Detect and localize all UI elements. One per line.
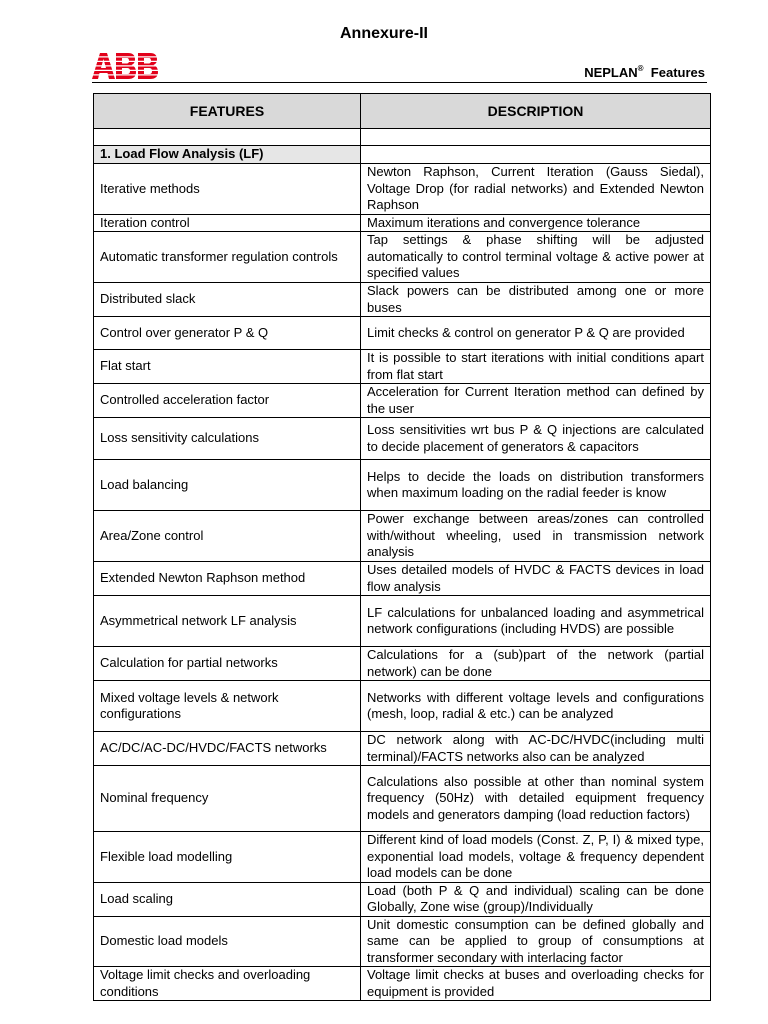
spacer-row bbox=[94, 129, 711, 146]
table-row bbox=[94, 460, 711, 511]
description-cell: Networks with different voltage levels and configurations (mesh, loop, radial & etc.) can be analyzed bbox=[361, 681, 711, 732]
feature-cell: Flat start bbox=[94, 350, 361, 384]
table-row bbox=[94, 164, 711, 215]
table-row bbox=[94, 916, 711, 967]
feature-cell: Loss sensitivity calculations bbox=[94, 418, 361, 460]
column-header-features: FEATURES bbox=[94, 94, 361, 129]
table-row bbox=[94, 647, 711, 681]
registered-mark: ® bbox=[637, 64, 644, 73]
feature-cell: Extended Newton Raphson method bbox=[94, 562, 361, 596]
section-title: 1. Load Flow Analysis (LF) bbox=[94, 146, 361, 164]
description-cell: Limit checks & control on generator P & Q are provided bbox=[361, 317, 711, 350]
feature-cell: Nominal frequency bbox=[94, 766, 361, 832]
description-cell: Acceleration for Current Iteration method can defined by the user bbox=[361, 384, 711, 418]
description-cell: Different kind of load models (Const. Z, P, I) & mixed type, exponential load models, voltage & frequency dependent load models can be done bbox=[361, 832, 711, 883]
description-cell: Helps to decide the loads on distribution transformers when maximum loading on the radial feeder is know bbox=[361, 460, 711, 511]
table-row bbox=[94, 681, 711, 732]
description-cell: Calculations also possible at other than nominal system frequency (50Hz) with detailed equipment frequency models and generators damping (load reduction factors) bbox=[361, 766, 711, 832]
description-cell: Loss sensitivities wrt bus P & Q injections are calculated to decide placement of generators & capacitors bbox=[361, 418, 711, 460]
feature-cell: Calculation for partial networks bbox=[94, 647, 361, 681]
description-cell: DC network along with AC-DC/HVDC(including multi terminal)/FACTS networks also can be analyzed bbox=[361, 732, 711, 766]
table-row bbox=[94, 214, 711, 232]
spacer-cell bbox=[94, 129, 361, 146]
feature-cell: Asymmetrical network LF analysis bbox=[94, 596, 361, 647]
header-rule bbox=[92, 82, 707, 83]
description-cell: Voltage limit checks at buses and overloading checks for equipment is provided bbox=[361, 967, 711, 1001]
description-cell: LF calculations for unbalanced loading and asymmetrical network configurations (including HVDS) are possible bbox=[361, 596, 711, 647]
document-subtitle bbox=[584, 64, 705, 80]
table-row bbox=[94, 596, 711, 647]
description-cell: Maximum iterations and convergence tolerance bbox=[361, 214, 711, 232]
feature-cell: Control over generator P & Q bbox=[94, 317, 361, 350]
feature-cell: Voltage limit checks and overloading conditions bbox=[94, 967, 361, 1001]
feature-cell: AC/DC/AC-DC/HVDC/FACTS networks bbox=[94, 732, 361, 766]
table-header-row bbox=[94, 94, 711, 129]
section-row bbox=[94, 146, 711, 164]
abb-logo bbox=[92, 53, 158, 79]
product-name: NEPLAN bbox=[584, 65, 638, 80]
feature-cell: Distributed slack bbox=[94, 283, 361, 317]
features-table bbox=[93, 93, 711, 1001]
feature-cell: Automatic transformer regulation controls bbox=[94, 232, 361, 283]
table-row bbox=[94, 967, 711, 1001]
description-cell: Uses detailed models of HVDC & FACTS devices in load flow analysis bbox=[361, 562, 711, 596]
page-title: Annexure-II bbox=[339, 25, 428, 42]
description-cell: Tap settings & phase shifting will be adjusted automatically to control terminal voltage & active power at specified values bbox=[361, 232, 711, 283]
table-row bbox=[94, 562, 711, 596]
table-row bbox=[94, 832, 711, 883]
description-cell: Load (both P & Q and individual) scaling can be done Globally, Zone wise (group)/Individually bbox=[361, 882, 711, 916]
description-cell: It is possible to start iterations with initial conditions apart from flat start bbox=[361, 350, 711, 384]
description-cell: Unit domestic consumption can be defined globally and same can be applied to group of consumptions at transformer secondary with interlacing factor bbox=[361, 916, 711, 967]
spacer-cell bbox=[361, 129, 711, 146]
feature-cell: Load scaling bbox=[94, 882, 361, 916]
feature-cell: Mixed voltage levels & network configurations bbox=[94, 681, 361, 732]
table-row bbox=[94, 317, 711, 350]
description-cell: Power exchange between areas/zones can controlled with/without wheeling, used in transmission network analysis bbox=[361, 511, 711, 562]
table-row bbox=[94, 511, 711, 562]
table-row bbox=[94, 384, 711, 418]
feature-cell: Iterative methods bbox=[94, 164, 361, 215]
feature-cell: Load balancing bbox=[94, 460, 361, 511]
section-cell-empty bbox=[361, 146, 711, 164]
feature-cell: Domestic load models bbox=[94, 916, 361, 967]
column-header-description: DESCRIPTION bbox=[361, 94, 711, 129]
feature-cell: Area/Zone control bbox=[94, 511, 361, 562]
description-cell: Newton Raphson, Current Iteration (Gauss Siedal), Voltage Drop (for radial networks) and Extended Newton Raphson bbox=[361, 164, 711, 215]
table-row bbox=[94, 232, 711, 283]
product-suffix: Features bbox=[650, 65, 705, 80]
table-row bbox=[94, 350, 711, 384]
table-row bbox=[94, 418, 711, 460]
table-row bbox=[94, 766, 711, 832]
table-row bbox=[94, 283, 711, 317]
feature-cell: Flexible load modelling bbox=[94, 832, 361, 883]
feature-cell: Controlled acceleration factor bbox=[94, 384, 361, 418]
feature-cell: Iteration control bbox=[94, 214, 361, 232]
description-cell: Calculations for a (sub)part of the network (partial network) can be done bbox=[361, 647, 711, 681]
table-row bbox=[94, 882, 711, 916]
table-row bbox=[94, 732, 711, 766]
description-cell: Slack powers can be distributed among one or more buses bbox=[361, 283, 711, 317]
